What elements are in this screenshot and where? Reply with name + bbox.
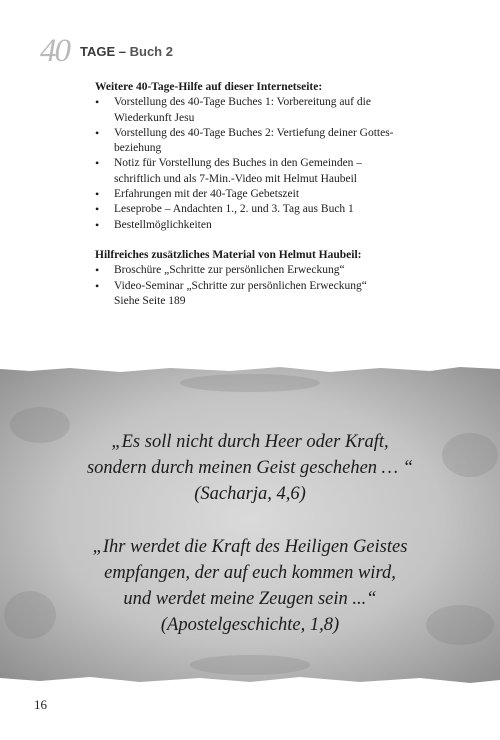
header-title-word: TAGE	[80, 44, 116, 59]
list-item: • Leseprobe – Andachten 1., 2. und 3. Tag aus Buch 1	[95, 202, 395, 217]
section-heading-material: Hilfreiches zusätzliches Material von Helmut Haubeil:	[95, 248, 362, 261]
main-content	[95, 80, 395, 309]
header-title	[80, 44, 173, 59]
list-item: • Vorstellung des 40-Tage Buches 1: Vorbereitung auf die Wiederkunft Jesu	[95, 95, 395, 126]
quote-sacharja	[0, 429, 500, 507]
quote-line: empfangen, der auf euch kommen wird,	[104, 563, 396, 583]
running-header	[40, 33, 340, 73]
header-number: 40	[40, 33, 69, 69]
quote-panel	[0, 365, 500, 685]
header-dash: –	[115, 44, 130, 59]
quote-line: und werdet meine Zeugen sein ...“	[123, 589, 377, 609]
quote-line: sondern durch meinen Geist geschehen … “	[86, 458, 414, 478]
header-book: Buch 2	[129, 44, 173, 59]
page-number: 16	[34, 697, 47, 712]
quote-line: „Es soll nicht durch Heer oder Kraft,	[111, 432, 389, 452]
section-heading-web-help: Weitere 40-Tage-Hilfe auf dieser Internetseite:	[95, 81, 323, 93]
list-item: • Broschüre „Schritte zur persönlichen Erweckung“	[95, 263, 395, 278]
list-item: • Erfahrungen mit der 40-Tage Gebetszeit	[95, 187, 395, 202]
material-list	[95, 263, 395, 309]
web-help-list	[95, 95, 395, 233]
quote-line: „Ihr werdet die Kraft des Heiligen Geistes	[92, 537, 408, 557]
list-item: • Vorstellung des 40-Tage Buches 2: Vertiefung deiner Gottesbeziehung	[95, 126, 395, 157]
quote-source: (Apostelgeschichte, 1,8)	[160, 615, 340, 635]
list-item: • Bestellmöglichkeiten	[95, 218, 395, 233]
list-item: • Video-Seminar „Schritte zur persönlichen Erweckung“ Siehe Seite 189	[95, 279, 395, 310]
list-item: • Notiz für Vorstellung des Buches in den Gemeinden – schriftlich und als 7-Min.-Video mit Helmut Haubeil	[95, 156, 395, 187]
quote-source: (Sacharja, 4,6)	[194, 484, 306, 504]
quote-apostelgeschichte	[0, 534, 500, 638]
section-spacer	[95, 233, 395, 248]
